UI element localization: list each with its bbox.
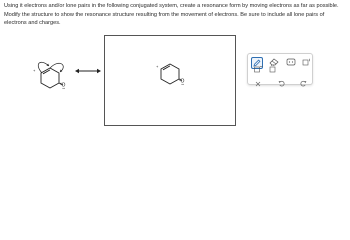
ring-bond: [161, 64, 179, 84]
editable-structure[interactable]: [155, 52, 189, 90]
electron-pair-icon[interactable]: [302, 58, 311, 66]
undo-icon[interactable]: [278, 74, 285, 92]
given-structure: [30, 56, 70, 94]
redo-icon[interactable]: [300, 74, 307, 92]
plus-charge-label: +: [156, 64, 159, 69]
double-bond: [163, 66, 170, 70]
minus-charge-icon[interactable]: [254, 65, 263, 73]
drawing-canvas[interactable]: [104, 35, 236, 126]
oxygen-atom-label: O: [180, 78, 185, 85]
question-instructions: Using it electrons and/or lone pairs in the following conjugated system, create a resonance form by moving electrons as far as possible. Modify the structure to show the resonance structure resulting from the movement of electrons. Be sure to include all lone pairs of electrons and charges.: [4, 3, 339, 27]
oxygen-atom-label: O: [61, 82, 66, 89]
plus-charge-label: +: [33, 68, 36, 73]
close-icon[interactable]: [255, 74, 261, 92]
ring-bond: [41, 68, 59, 88]
lone-pair-bracket-icon[interactable]: [268, 64, 277, 73]
resonance-arrow: [75, 68, 101, 74]
dots-icon[interactable]: [286, 58, 296, 66]
drawing-toolbar: [247, 53, 313, 85]
double-bond: [43, 70, 50, 74]
